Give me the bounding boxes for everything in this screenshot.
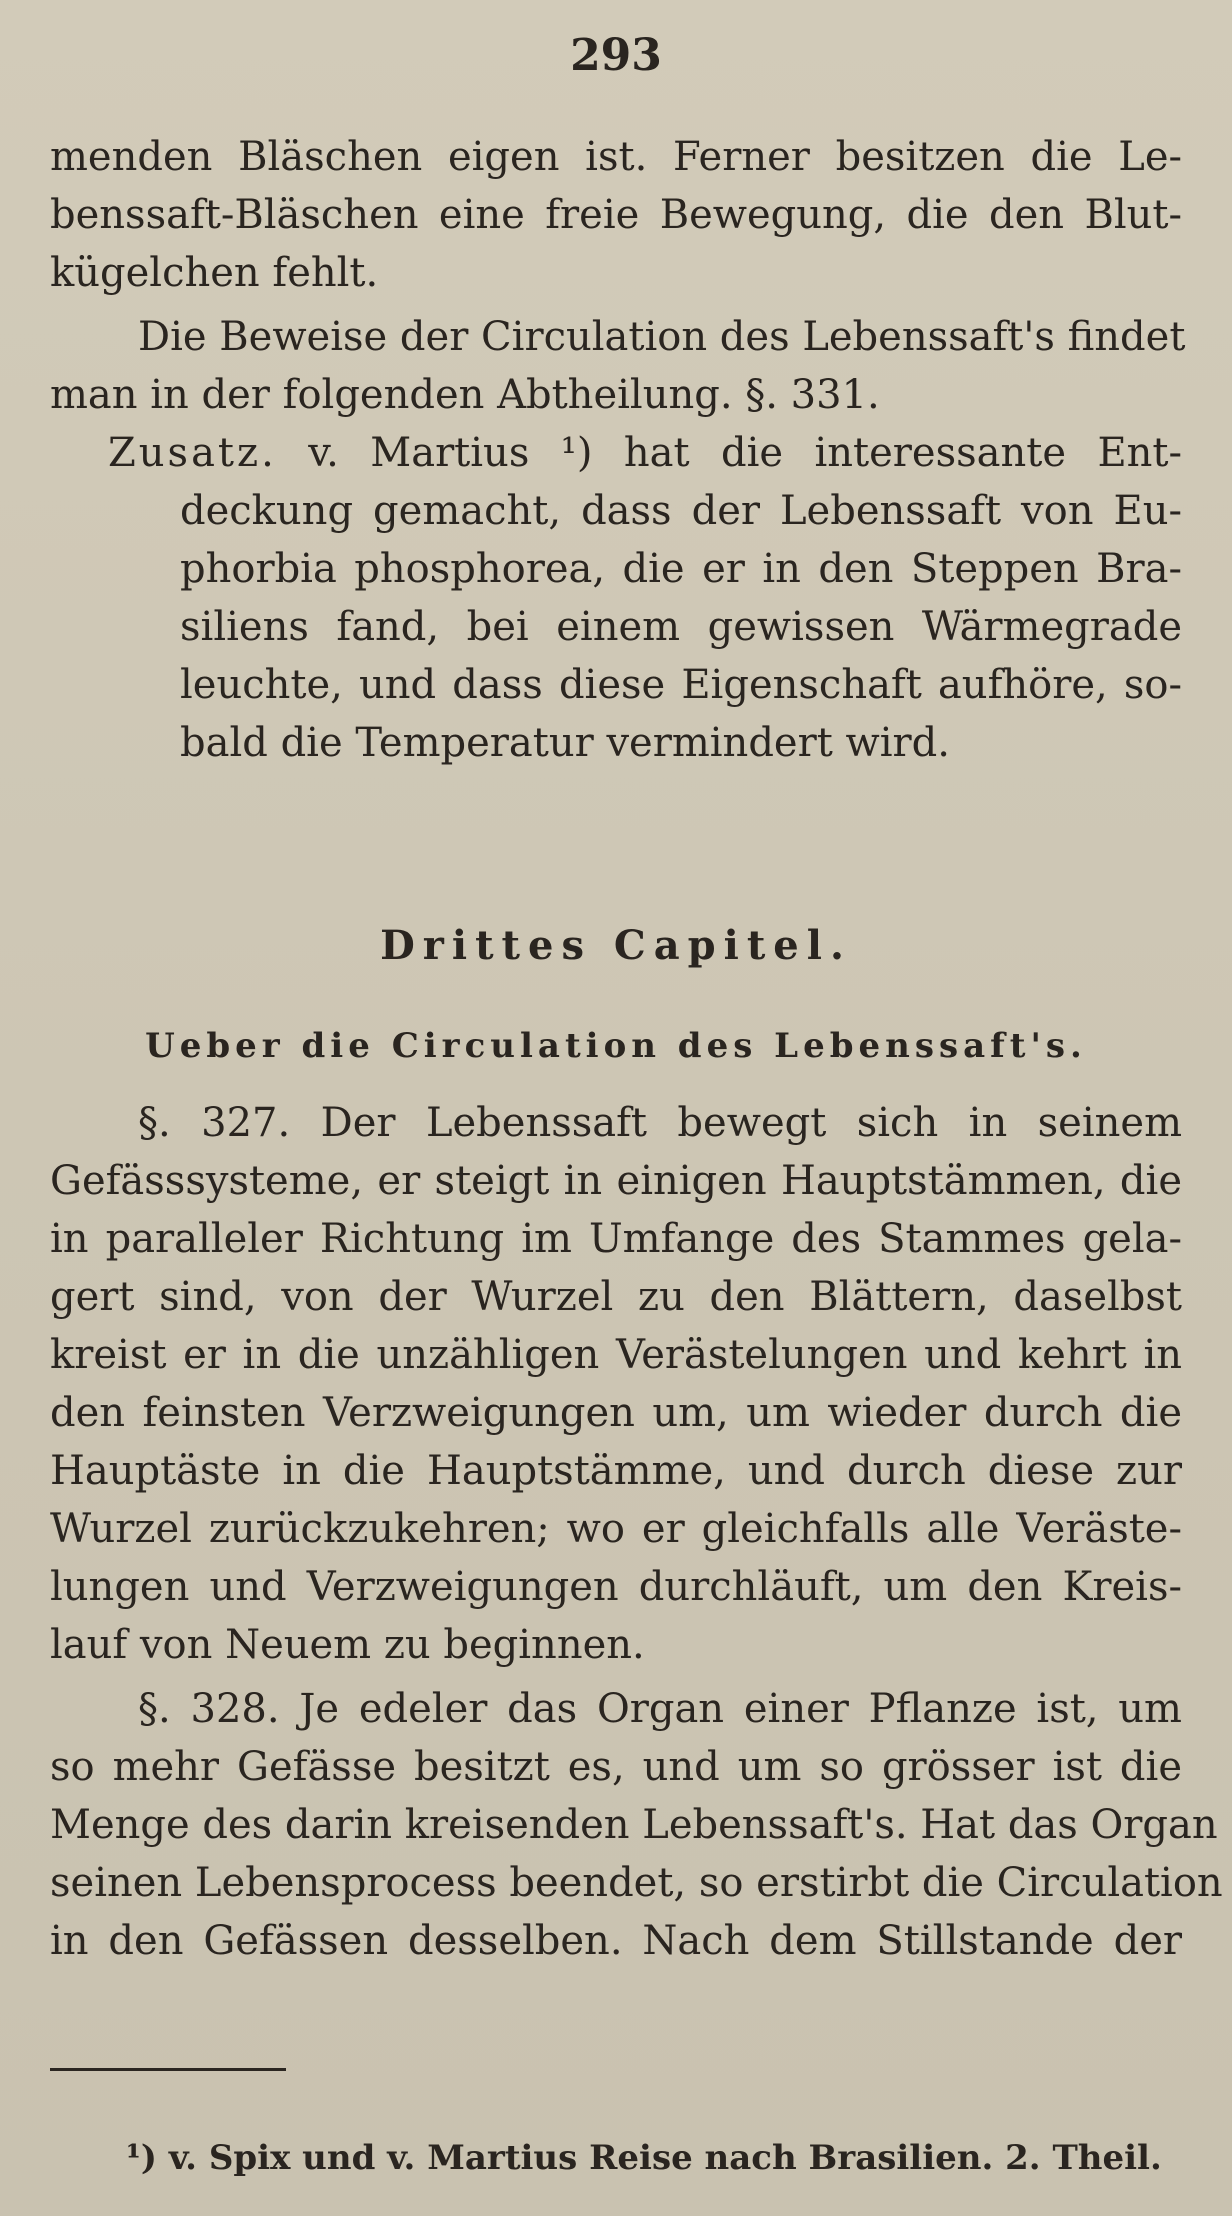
text-line: Gefässsysteme, er steigt in einigen Hauptstämmen, die — [50, 1158, 1182, 1204]
text-line: deckung gemacht, dass der Lebenssaft von Eu- — [180, 488, 1182, 534]
text-line: menden Bläschen eigen ist. Ferner besitzen die Le- — [50, 134, 1182, 180]
page-number: 293 — [570, 30, 662, 81]
text-line: man in der folgenden Abtheilung. §. 331. — [50, 372, 880, 418]
text-line: gert sind, von der Wurzel zu den Blättern, daselbst — [50, 1274, 1182, 1320]
footnote: ¹) v. Spix und v. Martius Reise nach Brasilien. 2. Theil. — [126, 2138, 1162, 2178]
footnote-rule — [50, 2068, 286, 2071]
zusatz-first-line — [108, 424, 1182, 482]
text-line: Die Beweise der Circulation des Lebenssaft's findet — [138, 314, 1186, 360]
text-line: benssaft-Bläschen eine freie Bewegung, die den Blut- — [50, 192, 1182, 238]
text-line: lauf von Neuem zu beginnen. — [50, 1622, 645, 1668]
text-line: den feinsten Verzweigungen um, um wieder durch die — [50, 1390, 1182, 1436]
text-line: phorbia phosphorea, die er in den Steppen Bra- — [180, 546, 1182, 592]
text-line: Hauptäste in die Hauptstämme, und durch diese zur — [50, 1448, 1182, 1494]
text-line: §. 328. Je edeler das Organ einer Pflanze ist, um — [138, 1686, 1182, 1732]
text-line: in den Gefässen desselben. Nach dem Stillstande der — [50, 1918, 1182, 1964]
chapter-title: Drittes Capitel. — [380, 922, 852, 969]
text-line: siliens fand, bei einem gewissen Wärmegrade — [180, 604, 1182, 650]
text-line: lungen und Verzweigungen durchläuft, um den Kreis- — [50, 1564, 1182, 1610]
text-line: kreist er in die unzähligen Verästelungen und kehrt in — [50, 1332, 1182, 1378]
chapter-subtitle: Ueber die Circulation des Lebenssaft's. — [145, 1026, 1087, 1066]
text-line: Wurzel zurückzukehren; wo er gleichfalls alle Veräste- — [50, 1506, 1182, 1552]
text-line: kügelchen fehlt. — [50, 250, 379, 296]
text-line: §. 327. Der Lebenssaft bewegt sich in seinem — [138, 1100, 1182, 1146]
text-line: seinen Lebensprocess beendet, so erstirbt die Circulation — [50, 1860, 1223, 1906]
text-line: bald die Temperatur vermindert wird. — [180, 720, 950, 766]
text-line: Menge des darin kreisenden Lebenssaft's. Hat das Organ — [50, 1802, 1218, 1848]
zusatz-text: v. Martius ¹) hat die interessante Ent- — [308, 430, 1183, 476]
zusatz-label: Zusatz. — [108, 430, 277, 476]
text-line: in paralleler Richtung im Umfange des Stammes gela- — [50, 1216, 1182, 1262]
text-line: leuchte, und dass diese Eigenschaft aufhöre, so- — [180, 662, 1182, 708]
text-line: so mehr Gefässe besitzt es, und um so grösser ist die — [50, 1744, 1182, 1790]
